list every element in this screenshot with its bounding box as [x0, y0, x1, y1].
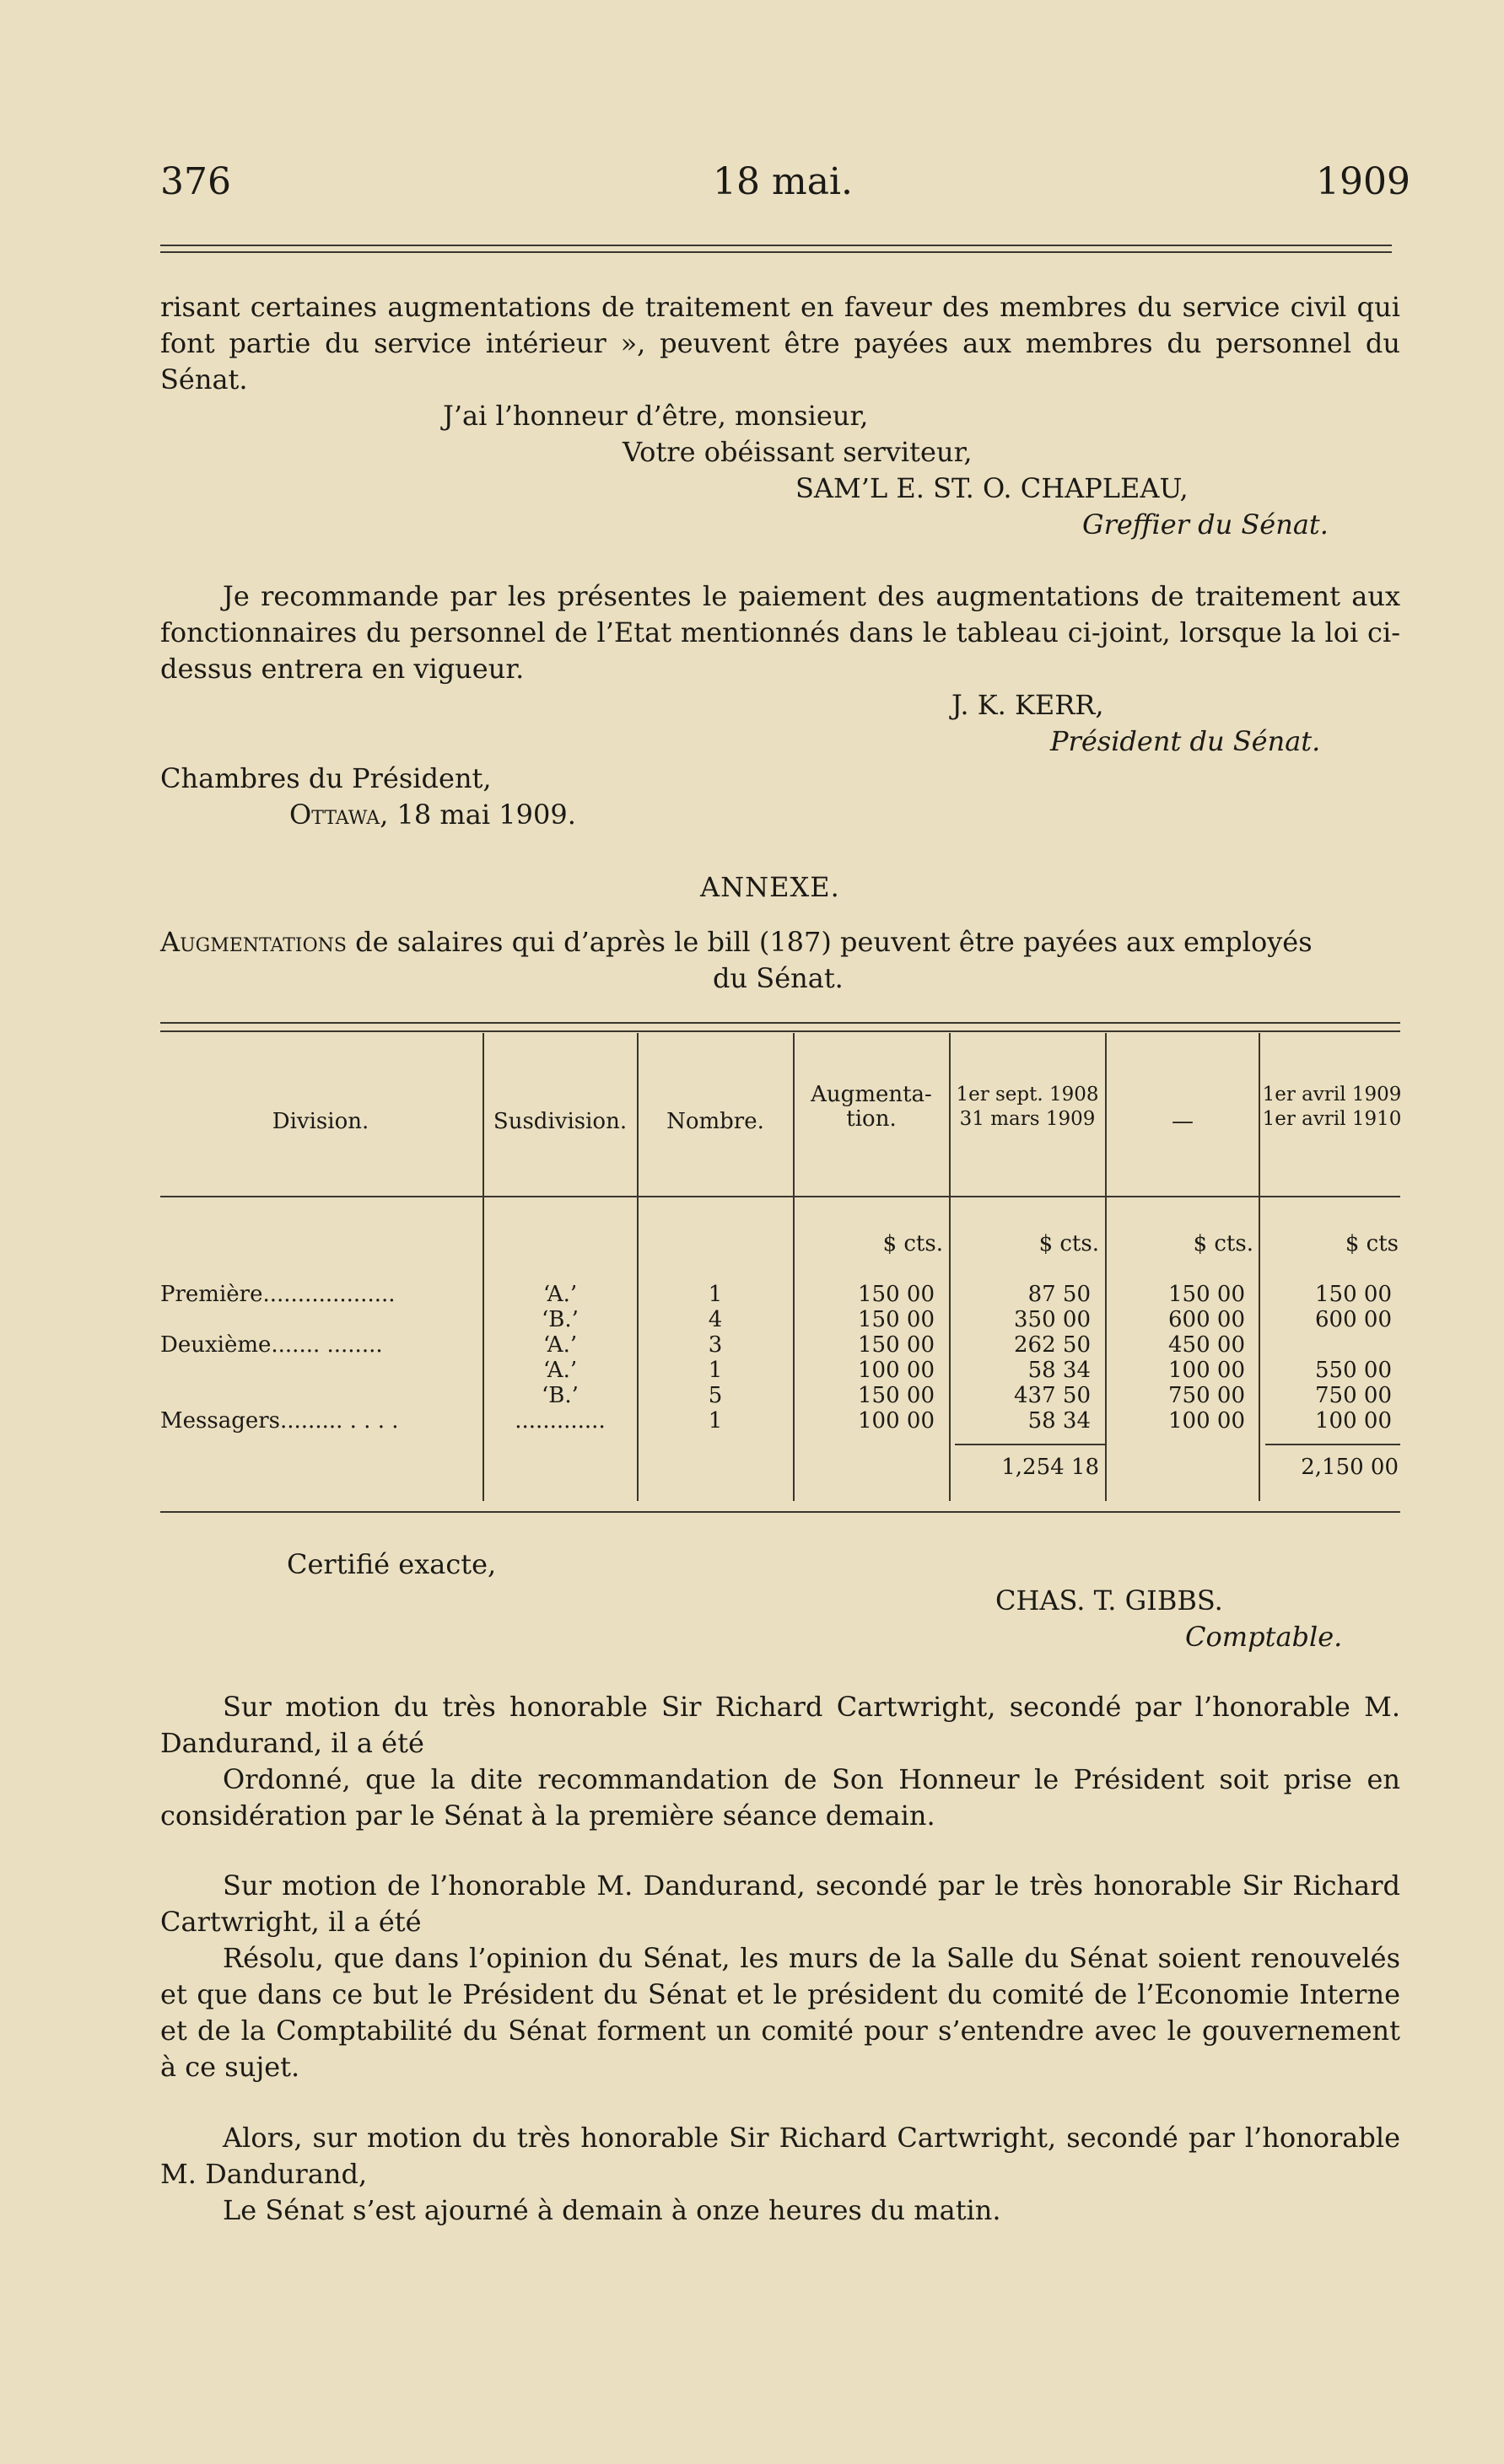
header-rule	[160, 245, 1392, 246]
motion-1-body: Ordonné, que la dite recommandation de Son Honneur le Président soit prise en considération par le Sénat à la première séance demain.	[160, 1763, 1400, 1832]
header-year: 1909	[1316, 160, 1410, 203]
cell-period-2: 100 00	[1168, 1408, 1245, 1434]
kerr-title: Président du Sénat.	[1050, 725, 1321, 757]
cell-nombre: 1	[708, 1408, 723, 1434]
chambers-date: 18 mai 1909.	[396, 799, 576, 831]
motion-2-body: Résolu, que dans l’opinion du Sénat, les murs de la Salle du Sénat soient renouvelés et que dans ce but le Président du Sénat et le président du comité de l’Economie Interne et de la Comptabilité du Sénat forment un comité pour s’entendre avec le gouvernement à ce sujet.	[160, 1942, 1400, 2083]
cell-division: Première...................	[160, 1282, 396, 1307]
cell-subdivision: ‘A.’	[542, 1358, 578, 1383]
cell-subdivision: ‘B.’	[542, 1307, 579, 1332]
header-subdivision: Susdivision.	[493, 1109, 628, 1134]
cell-augmentation: 100 00	[858, 1358, 935, 1383]
header-augmentation: Augmenta- tion.	[811, 1082, 932, 1132]
header-date: 18 mai.	[713, 160, 853, 203]
letter-signer: SAM’L E. ST. O. CHAPLEAU,	[795, 472, 1189, 504]
cell-division: Deuxième....... ........	[160, 1332, 383, 1358]
header-period-2: —	[1172, 1109, 1194, 1134]
page-number: 376	[160, 160, 231, 203]
cell-subdivision: .............	[515, 1408, 606, 1434]
cell-period-3: 600 00	[1315, 1307, 1392, 1332]
letter-closing-2: Votre obéissant serviteur,	[623, 436, 973, 468]
cell-augmentation: 150 00	[858, 1282, 935, 1307]
cell-period-3: 150 00	[1315, 1282, 1392, 1307]
annexe-caption	[160, 924, 1313, 960]
cell-period-3: 100 00	[1315, 1408, 1392, 1434]
unit-label: $ cts.	[1038, 1231, 1099, 1256]
unit-label: $ cts.	[882, 1231, 943, 1256]
chambers-line-1: Chambres du Président,	[160, 762, 492, 794]
header-division: Division.	[272, 1109, 369, 1134]
annexe-caption-line2: du Sénat.	[713, 962, 844, 994]
cell-nombre: 3	[708, 1332, 723, 1358]
cell-augmentation: 150 00	[858, 1332, 935, 1358]
cell-subdivision: ‘A.’	[542, 1332, 578, 1358]
col-divider	[1105, 1033, 1107, 1501]
motion-2-intro: Sur motion de l’honorable M. Dandurand, secondé par le très honorable Sir Richard Cartwright, il a été	[160, 1870, 1400, 1938]
table-top-rule	[160, 1022, 1400, 1024]
total-period-3: 2,150 00	[1301, 1455, 1399, 1480]
cell-period-3: 550 00	[1315, 1358, 1392, 1383]
letter-closing-1: J’ai l’honneur d’être, monsieur,	[443, 400, 869, 432]
cell-period-2: 100 00	[1168, 1358, 1245, 1383]
cell-period-1: 58 34	[1027, 1408, 1091, 1434]
annexe-caption-rest: de salaires qui d’après le bill (187) peuvent être payées aux employés	[355, 926, 1313, 958]
unit-label: $ cts.	[1193, 1231, 1253, 1256]
total-rule-1	[955, 1444, 1107, 1445]
unit-label: $ cts	[1345, 1231, 1399, 1256]
header-period-1: 1er sept. 1908 31 mars 1909	[956, 1084, 1099, 1130]
header-nombre: Nombre.	[666, 1109, 764, 1134]
chambers-line-2	[289, 797, 576, 833]
table-top-rule-2	[160, 1030, 1400, 1032]
certified-name: CHAS. T. GIBBS.	[995, 1584, 1223, 1617]
cell-augmentation: 150 00	[858, 1383, 935, 1408]
total-rule-2	[1265, 1444, 1400, 1445]
kerr-name: J. K. KERR,	[951, 689, 1104, 721]
letter-signer-title: Greffier du Sénat.	[1082, 508, 1329, 541]
motion-3-body: Le Sénat s’est ajourné à demain à onze heures du matin.	[223, 2194, 1001, 2226]
certified-title: Comptable.	[1185, 1621, 1343, 1653]
header-period-3: 1er avril 1909 1er avril 1910	[1262, 1084, 1402, 1130]
annexe-caption-sc: Augmentations	[160, 926, 347, 958]
cell-division: Messagers......... . . . .	[160, 1408, 399, 1434]
motion-3-intro: Alors, sur motion du très honorable Sir Richard Cartwright, secondé par l’honorable M. Dandurand,	[160, 2122, 1400, 2190]
cell-augmentation: 150 00	[858, 1307, 935, 1332]
chambers-city: Ottawa,	[289, 799, 389, 831]
cell-period-1: 262 50	[1014, 1332, 1091, 1358]
cell-nombre: 1	[708, 1282, 723, 1307]
cell-nombre: 4	[708, 1307, 723, 1332]
cell-period-1: 87 50	[1027, 1282, 1091, 1307]
cell-period-1: 58 34	[1027, 1358, 1091, 1383]
recommendation-paragraph: Je recommande par les présentes le paiement des augmentations de traitement aux fonctionnaires du personnel de l’Etat mentionnés dans le tableau ci-joint, lorsque la loi ci-dessus entrera en vigueur.	[160, 580, 1400, 685]
cell-nombre: 5	[708, 1383, 723, 1408]
total-period-1: 1,254 18	[1001, 1455, 1099, 1480]
annexe-title: ANNEXE.	[700, 871, 840, 903]
cell-subdivision: ‘A.’	[542, 1282, 578, 1307]
cell-period-3: 750 00	[1315, 1383, 1392, 1408]
cell-subdivision: ‘B.’	[542, 1383, 579, 1408]
cell-period-2: 600 00	[1168, 1307, 1245, 1332]
header-rule-2	[160, 251, 1392, 253]
cell-period-1: 350 00	[1014, 1307, 1091, 1332]
cell-augmentation: 100 00	[858, 1408, 935, 1434]
motion-1-intro: Sur motion du très honorable Sir Richard Cartwright, secondé par l’honorable M. Dandurand, il a été	[160, 1691, 1400, 1759]
certified-line: Certifié exacte,	[287, 1548, 497, 1580]
table-header-rule	[160, 1196, 1400, 1197]
paragraph-continuation: risant certaines augmentations de traitement en faveur des membres du service civil qui font partie du service intérieur », peuvent être payées aux membres du personnel du Sénat.	[160, 291, 1400, 395]
cell-period-2: 750 00	[1168, 1383, 1245, 1408]
cell-nombre: 1	[708, 1358, 723, 1383]
cell-period-1: 437 50	[1014, 1383, 1091, 1408]
table-bottom-rule	[160, 1511, 1400, 1513]
cell-period-2: 150 00	[1168, 1282, 1245, 1307]
cell-period-2: 450 00	[1168, 1332, 1245, 1358]
